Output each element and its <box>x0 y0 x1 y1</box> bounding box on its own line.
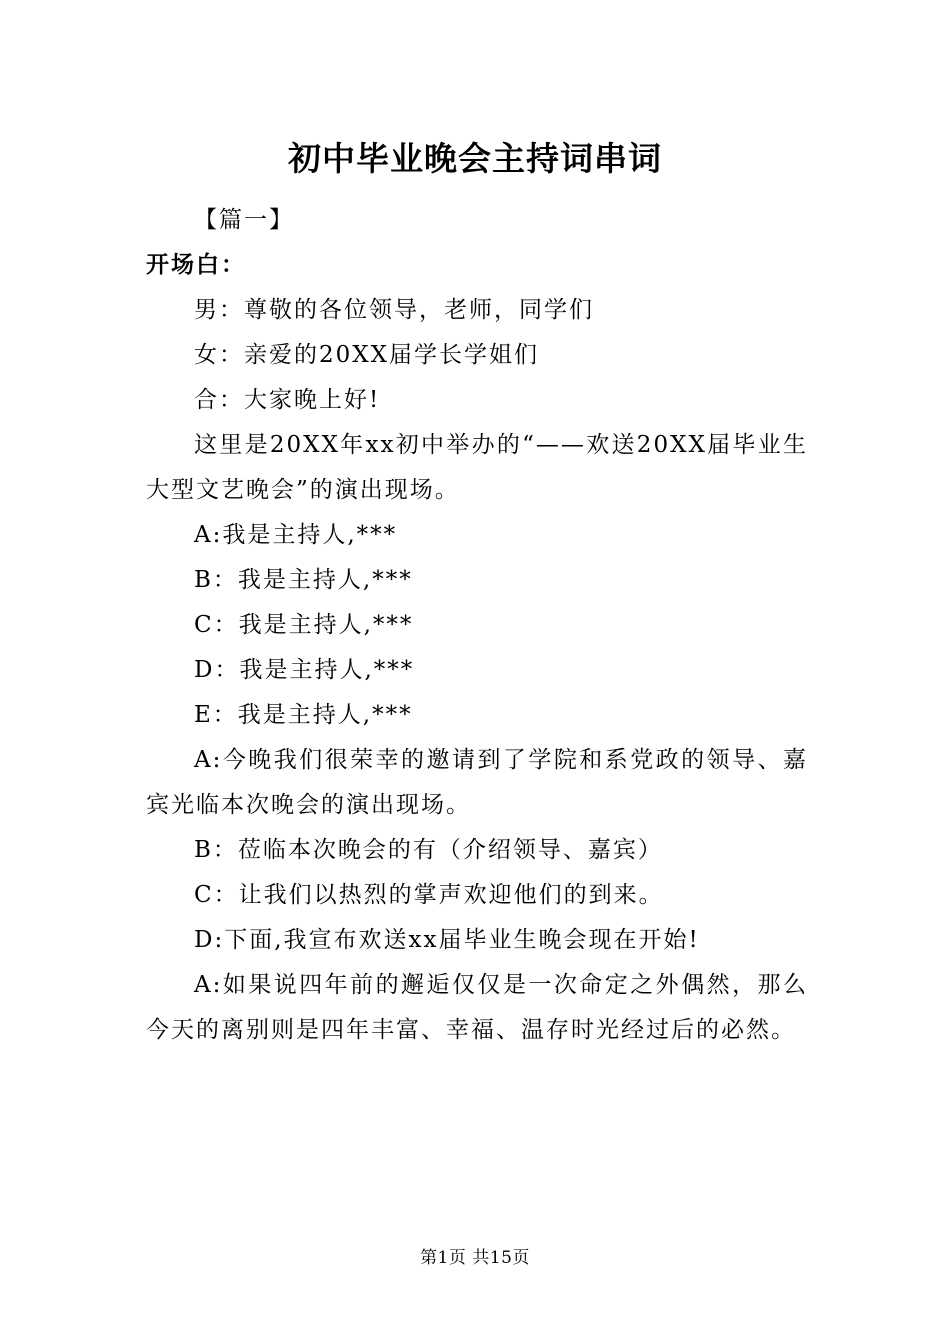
paragraph: A:今晚我们很荣幸的邀请到了学院和系党政的领导、嘉宾光临本次晚会的演出现场。 <box>146 747 808 818</box>
paragraph: 合：大家晚上好! <box>194 387 381 413</box>
document-body <box>146 198 808 1053</box>
paragraph: 这里是20XX年xx初中举办的“——欢送20XX届毕业生大型文艺晚会”的演出现场。 <box>146 432 808 503</box>
paragraph: C：我是主持人,*** <box>194 612 414 638</box>
paragraph: A:我是主持人,*** <box>194 522 398 548</box>
paragraph: 男：尊敬的各位领导，老师，同学们 <box>194 297 594 323</box>
paragraph-opening-heading: 开场白： <box>146 252 246 278</box>
paragraph: 女：亲爱的20XX届学长学姐们 <box>194 342 540 368</box>
page-number-footer: 第1页 共15页 <box>420 1248 530 1268</box>
document-title: 初中毕业晚会主持词串词 <box>288 139 662 178</box>
paragraph: D：我是主持人,*** <box>194 657 415 683</box>
paragraph-section-heading: 【篇一】 <box>194 207 294 233</box>
paragraph: C：让我们以热烈的掌声欢迎他们的到来。 <box>194 882 664 908</box>
paragraph: A:如果说四年前的邂逅仅仅是一次命定之外偶然，那么今天的离别则是四年丰富、幸福、温存时光经过后的必然。 <box>146 972 808 1043</box>
paragraph: B：莅临本次晚会的有（介绍领导、嘉宾） <box>194 837 663 863</box>
paragraph: B：我是主持人,*** <box>194 567 413 593</box>
paragraph: D:下面,我宣布欢送xx届毕业生晚会现在开始! <box>194 927 700 953</box>
paragraph: E：我是主持人,*** <box>194 702 413 728</box>
